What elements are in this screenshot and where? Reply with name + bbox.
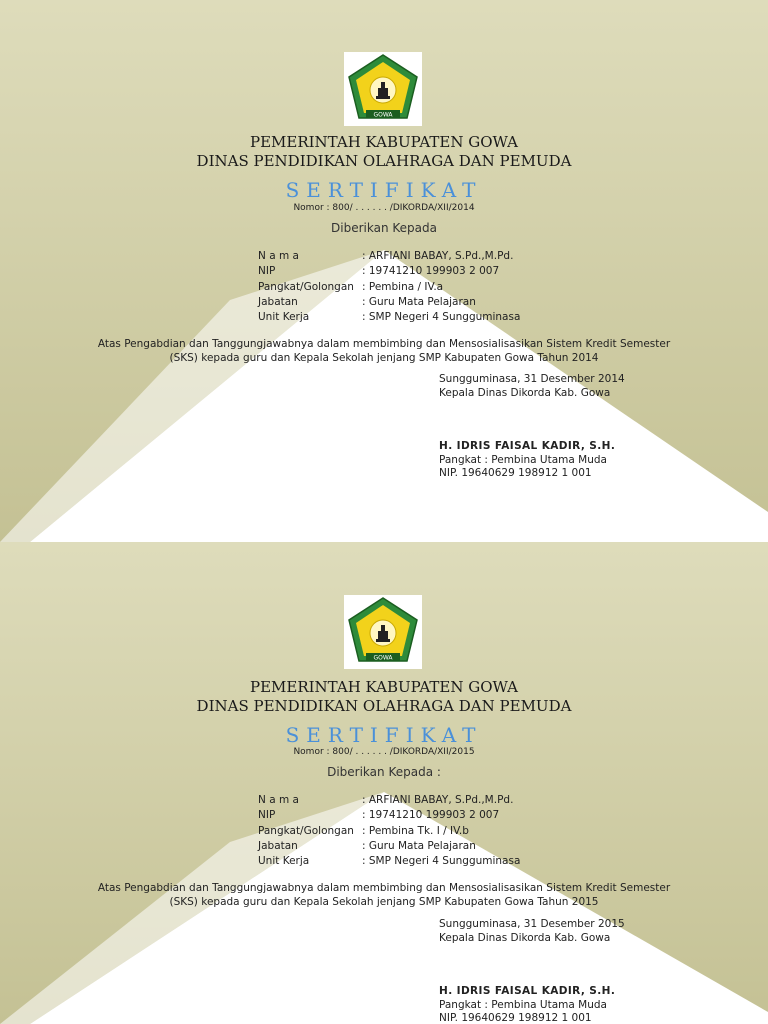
header-line1: PEMERINTAH KABUPATEN GOWA: [249, 133, 518, 151]
field-row: [258, 310, 520, 325]
field-value: : SMP Negeri 4 Sungguminasa: [362, 311, 521, 324]
logo-caption: GOWA: [373, 654, 393, 662]
recipient-fields: [258, 249, 520, 325]
field-label: Jabatan: [258, 295, 298, 308]
signatory-title: Kepala Dinas Dikorda Kab. Gowa: [439, 931, 611, 944]
field-row: [258, 280, 520, 295]
dedication-line1: Atas Pengabdian dan Tanggungjawabnya dalam membimbing dan Mensosialisasikan Sistem Kredit Semester: [97, 882, 671, 894]
signatory-nip: NIP. 19640629 198912 1 001: [439, 467, 592, 479]
dedication-text: [0, 882, 768, 909]
signatory-rank: Pangkat : Pembina Utama Muda: [439, 998, 607, 1011]
signature-block: [439, 373, 625, 481]
field-label: N a m a: [258, 250, 299, 262]
field-label: Jabatan: [258, 839, 298, 852]
field-label: Pangkat/Golongan: [258, 824, 354, 837]
given-to-label: Diberikan Kepada :: [327, 765, 441, 779]
dedication-line1: Atas Pengabdian dan Tanggungjawabnya dalam membimbing dan Mensosialisasikan Sistem Kredit Semester: [97, 338, 671, 350]
field-row: [258, 793, 520, 808]
field-value: : Guru Mata Pelajaran: [362, 839, 476, 852]
certificate-title: SERTIFIKAT: [285, 178, 483, 202]
field-value: : Pembina Tk. I / IV.b: [362, 824, 469, 837]
dedication-line2: (SKS) kepada guru dan Kepala Sekolah jenjang SMP Kabupaten Gowa Tahun 2014: [169, 351, 599, 364]
field-label: Unit Kerja: [258, 855, 310, 868]
field-row: [258, 249, 520, 264]
header-line2: DINAS PENDIDIKAN OLAHRAGA DAN PEMUDA: [196, 152, 572, 170]
field-row: [258, 824, 520, 839]
field-value: : ARFIANI BABAY, S.Pd.,M.Pd.: [362, 250, 514, 262]
gowa-emblem-logo: [344, 52, 422, 126]
logo-caption: GOWA: [373, 111, 393, 119]
field-row: [258, 839, 520, 854]
field-value: : Guru Mata Pelajaran: [362, 295, 476, 308]
field-row: [258, 808, 520, 823]
place-date: Sungguminasa, 31 Desember 2015: [439, 918, 625, 930]
field-label: Unit Kerja: [258, 311, 310, 324]
header-line1: PEMERINTAH KABUPATEN GOWA: [249, 678, 518, 696]
field-value: : 19741210 199903 2 007: [362, 809, 500, 822]
header: [0, 678, 768, 716]
gowa-emblem-logo: [344, 595, 422, 669]
certificate-number: Nomor : 800/ . . . . . . /DIKORDA/XII/2014: [293, 203, 475, 213]
field-label: NIP: [258, 265, 276, 278]
recipient-fields: [258, 793, 520, 869]
signatory-title: Kepala Dinas Dikorda Kab. Gowa: [439, 386, 611, 399]
field-label: Pangkat/Golongan: [258, 280, 354, 293]
field-value: : ARFIANI BABAY, S.Pd.,M.Pd.: [362, 794, 514, 806]
given-to-label: Diberikan Kepada: [331, 221, 437, 235]
certificate-title: SERTIFIKAT: [285, 723, 483, 747]
field-value: : 19741210 199903 2 007: [362, 265, 500, 278]
header: [0, 133, 768, 171]
field-value: : Pembina / IV.a: [362, 280, 444, 293]
field-row: [258, 264, 520, 279]
header-line2: DINAS PENDIDIKAN OLAHRAGA DAN PEMUDA: [196, 697, 572, 715]
dedication-line2: (SKS) kepada guru dan Kepala Sekolah jenjang SMP Kabupaten Gowa Tahun 2015: [169, 895, 599, 908]
signature-block: [439, 918, 625, 1024]
signatory-rank: Pangkat : Pembina Utama Muda: [439, 453, 607, 466]
signatory-name: H. IDRIS FAISAL KADIR, S.H.: [439, 440, 616, 452]
dedication-text: [0, 338, 768, 365]
certificate-number: Nomor : 800/ . . . . . . /DIKORDA/XII/2015: [293, 747, 475, 757]
signatory-name: H. IDRIS FAISAL KADIR, S.H.: [439, 985, 616, 997]
certificate-2015: [0, 542, 768, 1024]
field-value: : SMP Negeri 4 Sungguminasa: [362, 855, 521, 868]
field-row: [258, 295, 520, 310]
field-label: N a m a: [258, 794, 299, 806]
field-row: [258, 854, 520, 869]
field-label: NIP: [258, 809, 276, 822]
place-date: Sungguminasa, 31 Desember 2014: [439, 373, 625, 385]
signatory-nip: NIP. 19640629 198912 1 001: [439, 1012, 592, 1024]
